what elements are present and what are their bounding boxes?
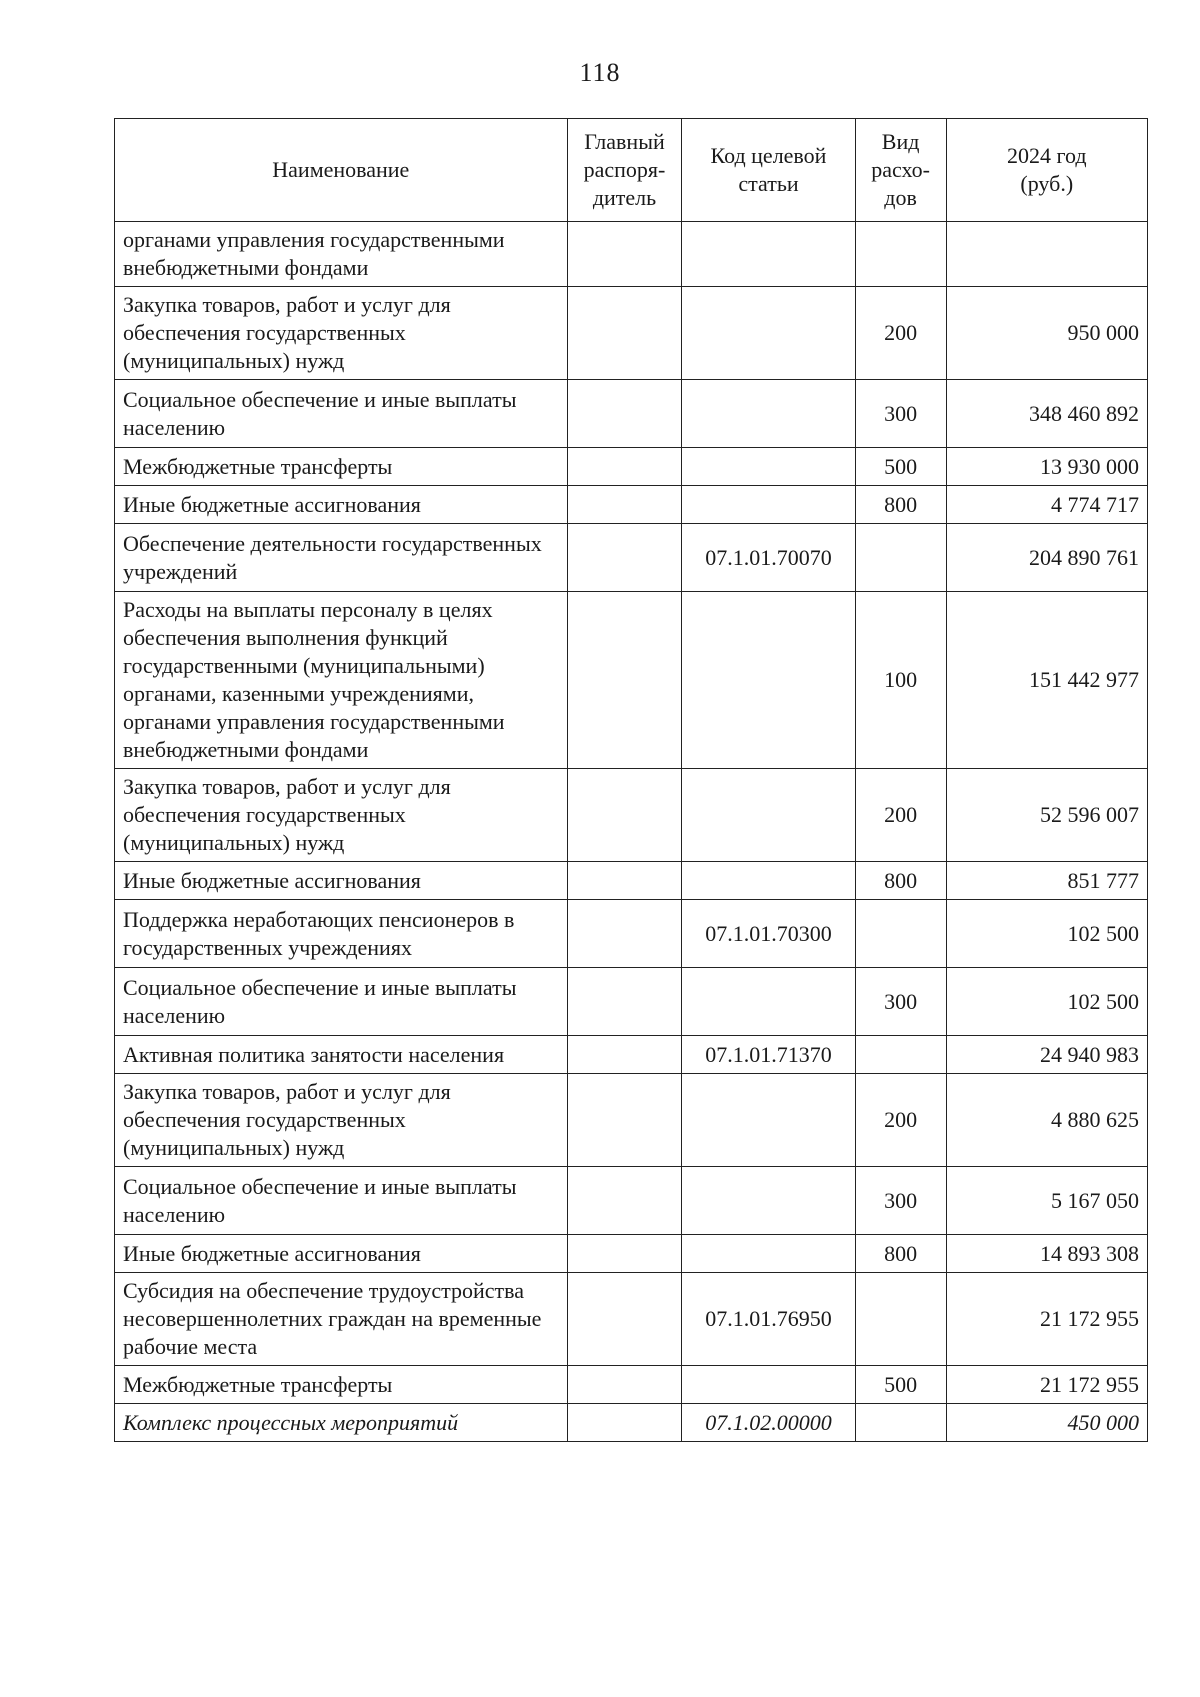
cell-amount: 24 940 983 xyxy=(946,1036,1147,1074)
table-row xyxy=(115,592,1148,769)
cell-main-manager xyxy=(567,1074,682,1167)
header-name-label: Наименование xyxy=(272,157,410,182)
cell-target-code xyxy=(682,769,855,862)
table-row xyxy=(115,448,1148,486)
table-header-row xyxy=(115,119,1148,222)
cell-amount: 14 893 308 xyxy=(946,1235,1147,1273)
cell-name: Закупка товаров, работ и услуг для обеспечения государственных (муниципальных) нужд xyxy=(115,1074,568,1167)
cell-main-manager xyxy=(567,448,682,486)
table-row xyxy=(115,1235,1148,1273)
cell-name: Иные бюджетные ассигнования xyxy=(115,862,568,900)
cell-main-manager xyxy=(567,1273,682,1366)
cell-expense-type: 800 xyxy=(855,1235,946,1273)
cell-name: Комплекс процессных мероприятий xyxy=(115,1404,568,1442)
header-amount-2024 xyxy=(946,119,1147,222)
cell-amount: 5 167 050 xyxy=(946,1167,1147,1235)
header-expense-type-label: Вид расхо- дов xyxy=(871,129,930,210)
cell-target-code xyxy=(682,1167,855,1235)
cell-name: Активная политика занятости населения xyxy=(115,1036,568,1074)
table-row xyxy=(115,900,1148,968)
cell-target-code xyxy=(682,1074,855,1167)
table-row xyxy=(115,287,1148,380)
cell-main-manager xyxy=(567,1404,682,1442)
table-row xyxy=(115,968,1148,1036)
cell-expense-type xyxy=(855,1404,946,1442)
cell-name: Поддержка неработающих пенсионеров в государственных учреждениях xyxy=(115,900,568,968)
cell-name: Социальное обеспечение и иные выплаты населению xyxy=(115,380,568,448)
cell-expense-type: 800 xyxy=(855,862,946,900)
cell-amount: 950 000 xyxy=(946,287,1147,380)
cell-amount: 13 930 000 xyxy=(946,448,1147,486)
cell-amount: 4 774 717 xyxy=(946,486,1147,524)
cell-expense-type xyxy=(855,1273,946,1366)
cell-expense-type xyxy=(855,524,946,592)
cell-main-manager xyxy=(567,524,682,592)
table-row xyxy=(115,1404,1148,1442)
cell-expense-type xyxy=(855,1036,946,1074)
table-row xyxy=(115,222,1148,287)
budget-table xyxy=(114,118,1148,1442)
cell-target-code: 07.1.01.71370 xyxy=(682,1036,855,1074)
cell-name: органами управления государственными внебюджетными фондами xyxy=(115,222,568,287)
cell-name: Иные бюджетные ассигнования xyxy=(115,486,568,524)
cell-expense-type: 300 xyxy=(855,1167,946,1235)
cell-expense-type: 300 xyxy=(855,380,946,448)
cell-name: Межбюджетные трансферты xyxy=(115,1366,568,1404)
cell-target-code: 07.1.01.76950 xyxy=(682,1273,855,1366)
cell-amount: 348 460 892 xyxy=(946,380,1147,448)
cell-name: Социальное обеспечение и иные выплаты населению xyxy=(115,968,568,1036)
header-expense-type xyxy=(855,119,946,222)
cell-expense-type: 200 xyxy=(855,1074,946,1167)
cell-expense-type: 500 xyxy=(855,1366,946,1404)
cell-target-code xyxy=(682,380,855,448)
cell-main-manager xyxy=(567,1366,682,1404)
cell-amount: 851 777 xyxy=(946,862,1147,900)
cell-target-code: 07.1.01.70300 xyxy=(682,900,855,968)
table-row xyxy=(115,524,1148,592)
table-row xyxy=(115,1273,1148,1366)
cell-amount: 151 442 977 xyxy=(946,592,1147,769)
cell-target-code xyxy=(682,968,855,1036)
cell-target-code xyxy=(682,1366,855,1404)
cell-main-manager xyxy=(567,1036,682,1074)
table-row xyxy=(115,380,1148,448)
cell-expense-type: 200 xyxy=(855,287,946,380)
cell-name: Обеспечение деятельности государственных учреждений xyxy=(115,524,568,592)
page-number: 118 xyxy=(579,58,621,87)
table-row xyxy=(115,862,1148,900)
cell-main-manager xyxy=(567,769,682,862)
cell-target-code: 07.1.01.70070 xyxy=(682,524,855,592)
cell-name: Закупка товаров, работ и услуг для обеспечения государственных (муниципальных) нужд xyxy=(115,769,568,862)
cell-amount: 52 596 007 xyxy=(946,769,1147,862)
cell-target-code xyxy=(682,486,855,524)
cell-target-code xyxy=(682,862,855,900)
table-row xyxy=(115,1074,1148,1167)
cell-target-code xyxy=(682,592,855,769)
cell-expense-type: 100 xyxy=(855,592,946,769)
cell-main-manager xyxy=(567,222,682,287)
cell-amount: 450 000 xyxy=(946,1404,1147,1442)
cell-name: Субсидия на обеспечение трудоустройства несовершеннолетних граждан на временные рабочие места xyxy=(115,1273,568,1366)
table-row xyxy=(115,769,1148,862)
cell-amount: 102 500 xyxy=(946,968,1147,1036)
cell-main-manager xyxy=(567,862,682,900)
cell-main-manager xyxy=(567,968,682,1036)
cell-name: Иные бюджетные ассигнования xyxy=(115,1235,568,1273)
cell-name: Социальное обеспечение и иные выплаты населению xyxy=(115,1167,568,1235)
cell-amount: 102 500 xyxy=(946,900,1147,968)
table-row xyxy=(115,1167,1148,1235)
header-target-code xyxy=(682,119,855,222)
cell-main-manager xyxy=(567,1167,682,1235)
header-target-code-label: Код целевой статьи xyxy=(710,143,827,196)
cell-amount xyxy=(946,222,1147,287)
cell-amount: 4 880 625 xyxy=(946,1074,1147,1167)
cell-main-manager xyxy=(567,1235,682,1273)
table-row xyxy=(115,486,1148,524)
cell-target-code xyxy=(682,448,855,486)
cell-amount: 21 172 955 xyxy=(946,1366,1147,1404)
table-body xyxy=(115,222,1148,1442)
cell-amount: 21 172 955 xyxy=(946,1273,1147,1366)
header-main-manager-label: Главный распоря- дитель xyxy=(583,129,666,210)
cell-expense-type: 200 xyxy=(855,769,946,862)
cell-main-manager xyxy=(567,380,682,448)
cell-target-code xyxy=(682,222,855,287)
header-main-manager xyxy=(567,119,682,222)
cell-name: Межбюджетные трансферты xyxy=(115,448,568,486)
cell-expense-type: 300 xyxy=(855,968,946,1036)
header-amount-2024-label: 2024 год (руб.) xyxy=(1007,143,1087,196)
cell-target-code: 07.1.02.00000 xyxy=(682,1404,855,1442)
cell-main-manager xyxy=(567,486,682,524)
cell-name: Расходы на выплаты персоналу в целях обеспечения выполнения функций государственными (муниципальными) органами, казенными учреждениями, органами управления государственными внебюджетными фондами xyxy=(115,592,568,769)
cell-expense-type: 800 xyxy=(855,486,946,524)
header-name xyxy=(115,119,568,222)
cell-expense-type: 500 xyxy=(855,448,946,486)
cell-name: Закупка товаров, работ и услуг для обеспечения государственных (муниципальных) нужд xyxy=(115,287,568,380)
cell-expense-type xyxy=(855,900,946,968)
cell-expense-type xyxy=(855,222,946,287)
cell-amount: 204 890 761 xyxy=(946,524,1147,592)
cell-main-manager xyxy=(567,900,682,968)
table-row xyxy=(115,1366,1148,1404)
cell-main-manager xyxy=(567,592,682,769)
table-row xyxy=(115,1036,1148,1074)
cell-target-code xyxy=(682,287,855,380)
cell-target-code xyxy=(682,1235,855,1273)
cell-main-manager xyxy=(567,287,682,380)
